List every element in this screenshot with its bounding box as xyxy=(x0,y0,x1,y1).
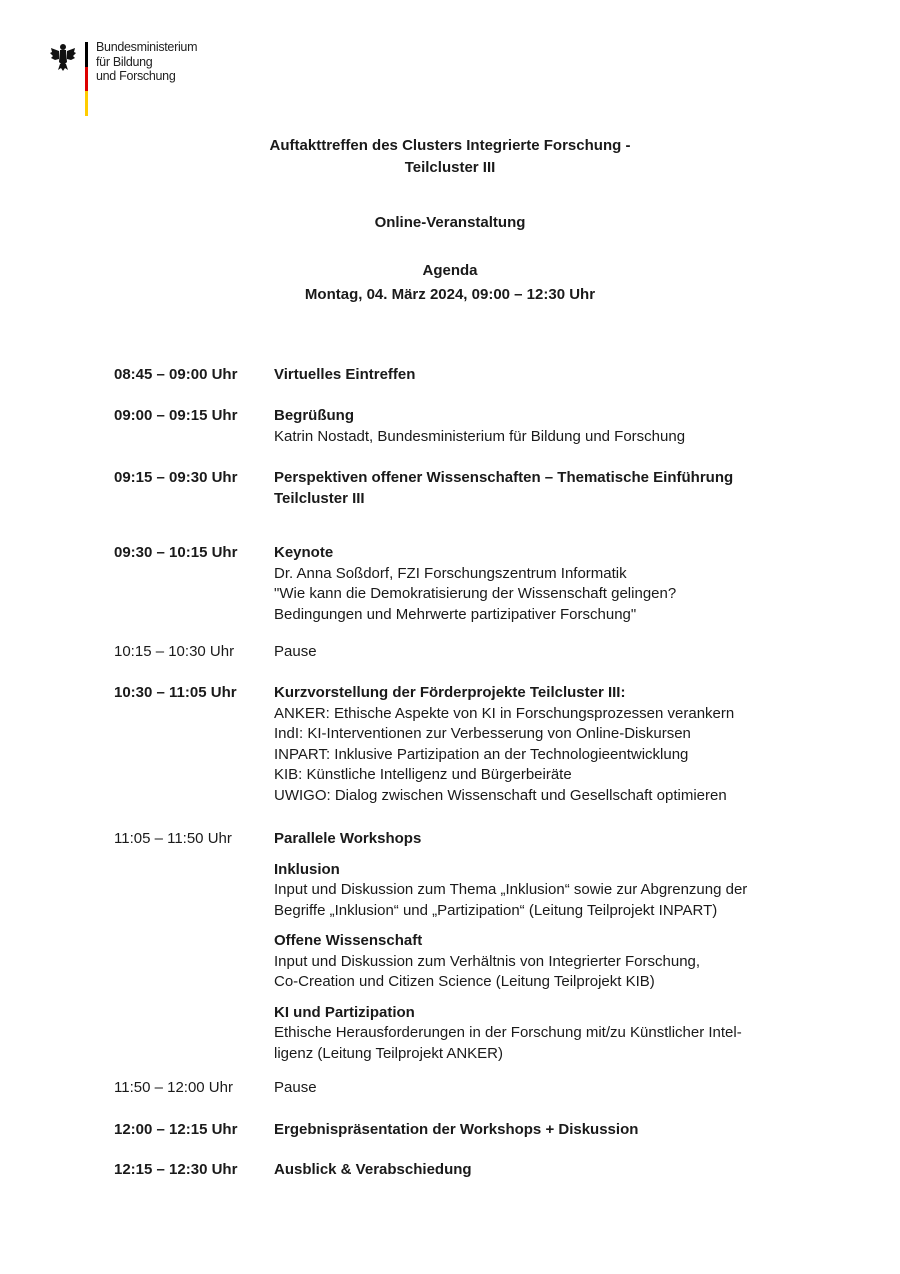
title-line-1: Auftakttreffen des Clusters Integrierte Forschung - xyxy=(269,137,631,154)
workshop-desc: Input und Diskussion zum Thema „Inklusion“ sowie zur Abgrenzung der xyxy=(274,881,748,898)
workshop-name: Offene Wissenschaft xyxy=(274,932,423,949)
agenda-title: Keynote xyxy=(274,544,334,561)
workshop-desc: Co-Creation und Citizen Science (Leitung Teilprojekt KIB) xyxy=(274,973,655,990)
agenda-title: Begrüßung xyxy=(274,407,354,424)
project-item: INPART: Inklusive Partizipation an der Technologieentwicklung xyxy=(274,745,689,763)
federal-eagle-icon xyxy=(50,42,76,72)
ministry-name xyxy=(96,40,197,84)
agenda-title: Teilcluster III xyxy=(274,489,365,507)
agenda-title: Pause xyxy=(274,643,317,660)
agenda-detail: "Wie kann die Demokratisierung der Wissenschaft gelingen? xyxy=(274,585,677,602)
agenda-title: Virtuelles Eintreffen xyxy=(274,366,416,383)
event-date: Montag, 04. März 2024, 09:00 – 12:30 Uhr xyxy=(304,286,596,303)
agenda-title: Pause xyxy=(274,1079,317,1096)
workshop-name: KI und Partizipation xyxy=(274,1003,415,1021)
agenda-time: 10:30 – 11:05 Uhr xyxy=(114,684,237,701)
agenda-time: 11:50 – 12:00 Uhr xyxy=(114,1079,233,1096)
project-item: IndI: KI-Interventionen zur Verbesserung von Online-Diskursen xyxy=(274,725,691,742)
workshop-desc: ligenz (Leitung Teilprojekt ANKER) xyxy=(274,1044,504,1062)
project-item: ANKER: Ethische Aspekte von KI in Forschungsprozessen verankern xyxy=(274,704,735,722)
agenda-detail: Bedingungen und Mehrwerte partizipativer Forschung" xyxy=(274,605,637,623)
flag-red xyxy=(85,67,88,92)
logo-line: für Bildung xyxy=(96,54,153,69)
agenda-time: 08:45 – 09:00 Uhr xyxy=(114,366,238,383)
agenda-time: 10:15 – 10:30 Uhr xyxy=(114,643,235,660)
project-item: UWIGO: Dialog zwischen Wissenschaft und Gesellschaft optimieren xyxy=(274,786,727,804)
agenda-title: Ergebnispräsentation der Workshops + Diskussion xyxy=(274,1121,639,1138)
agenda-time: 12:15 – 12:30 Uhr xyxy=(114,1161,238,1178)
german-flag-bar xyxy=(85,42,88,116)
workshop-ki-partizipation xyxy=(274,1003,814,1065)
agenda-detail: Katrin Nostadt, Bundesministerium für Bildung und Forschung xyxy=(274,427,686,445)
logo-line: und Forschung xyxy=(96,69,176,83)
agenda-time: 09:00 – 09:15 Uhr xyxy=(114,407,238,424)
event-format: Online-Veranstaltung xyxy=(374,214,526,231)
workshop-inklusion xyxy=(274,860,814,922)
agenda-time: 11:05 – 11:50 Uhr xyxy=(114,830,232,847)
title-line-2: Teilcluster III xyxy=(404,159,496,176)
agenda-title: Kurzvorstellung der Förderprojekte Teilcluster III: xyxy=(274,684,626,701)
agenda-heading: Agenda xyxy=(422,262,478,279)
agenda-time: 09:15 – 09:30 Uhr xyxy=(114,469,238,486)
document-title xyxy=(0,135,900,179)
workshop-desc: Input und Diskussion zum Verhältnis von Integrierter Forschung, xyxy=(274,952,701,970)
logo-line: Bundesministerium xyxy=(96,40,198,54)
agenda-title: Parallele Workshops xyxy=(274,830,422,847)
agenda-title: Ausblick & Verabschiedung xyxy=(274,1161,472,1178)
flag-black xyxy=(85,42,88,67)
agenda-title: Perspektiven offener Wissenschaften – Thematische Einführung xyxy=(274,469,734,486)
workshop-desc: Ethische Herausforderungen in der Forschung mit/zu Künstlicher Intel- xyxy=(274,1024,742,1041)
agenda-detail: Dr. Anna Soßdorf, FZI Forschungszentrum Informatik xyxy=(274,564,627,582)
workshop-offene-wissenschaft xyxy=(274,931,814,993)
agenda-time: 12:00 – 12:15 Uhr xyxy=(114,1121,238,1138)
workshop-desc: Begriffe „Inklusion“ und „Partizipation“ (Leitung Teilprojekt INPART) xyxy=(274,901,718,919)
workshop-name: Inklusion xyxy=(274,860,340,878)
flag-gold xyxy=(85,91,88,116)
agenda-time: 09:30 – 10:15 Uhr xyxy=(114,544,238,561)
project-item: KIB: Künstliche Intelligenz und Bürgerbeiräte xyxy=(274,766,572,783)
